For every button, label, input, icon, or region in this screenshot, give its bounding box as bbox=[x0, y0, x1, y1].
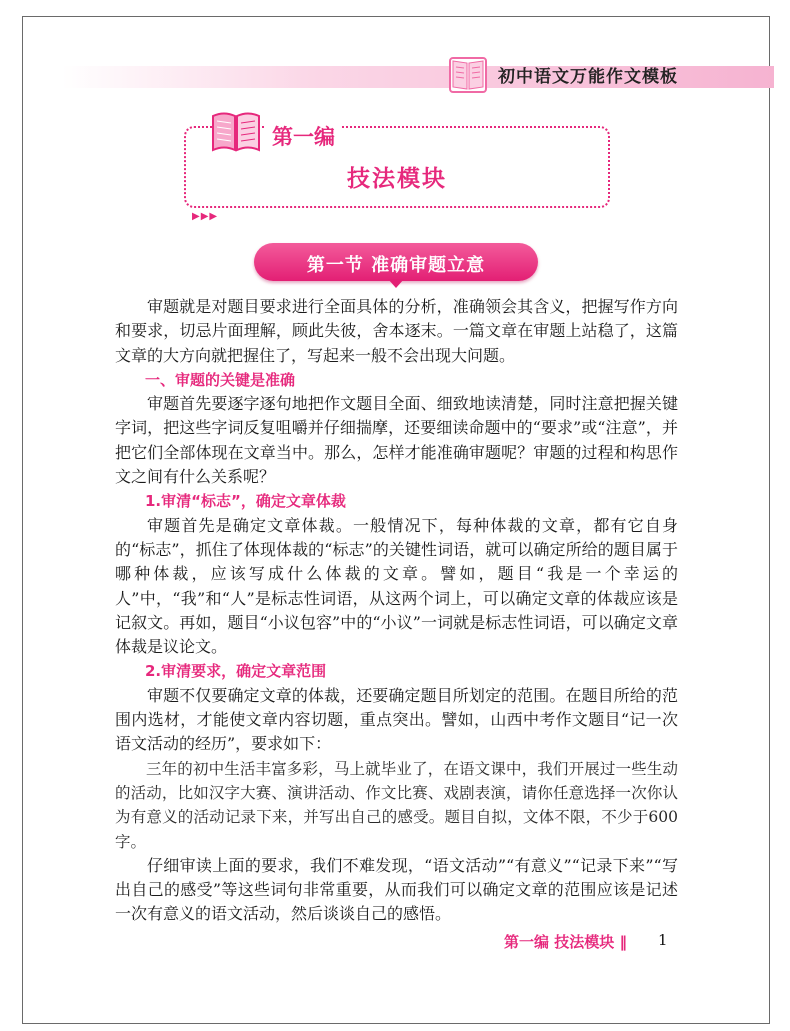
arrow-decoration: ▶▶▶ bbox=[192, 211, 219, 222]
heading-level-2: 1.审清“标志”，确定文章体裁 bbox=[145, 492, 346, 511]
section-title: 第一节 准确审题立意 bbox=[306, 255, 486, 276]
body-text bbox=[115, 295, 678, 927]
open-book-icon bbox=[210, 108, 262, 154]
page-number: 1 bbox=[658, 931, 668, 949]
heading-level-1: 一、审题的关键是准确 bbox=[145, 370, 296, 389]
paragraph: 审题不仅要确定文章的体裁，还要确定题目所划定的范围。在题目所给的范围内选材，才能使文章内容切题，重点突出。譬如，山西中考作文题目“记一次语文活动的经历”，要求如下： bbox=[115, 685, 678, 754]
paragraph: 审题首先要逐字逐句地把作文题目全面、细致地读清楚，同时注意把握关键字词，把这些字词反复咀嚼并仔细揣摩，还要细读命题中的“要求”或“注意”，并把它们全部体现在文章当中。那么，怎样才能准确审题呢？审题的过程和构思作文之间有什么关系呢？ bbox=[115, 394, 678, 487]
heading-level-2: 2.审清要求，确定文章范围 bbox=[145, 662, 327, 681]
book-icon bbox=[448, 52, 488, 94]
part-title: 技法模块 bbox=[347, 166, 447, 192]
header-title: 初中语文万能作文模板 bbox=[498, 67, 678, 87]
paragraph: 审题首先是确定文章体裁。一般情况下，每种体裁的文章，都有它自身的“标志”，抓住了体现体裁的“标志”的关键性词语，就可以确定所给的题目属于哪种体裁，应该写成什么体裁的文章。譬如，题目“我是一个幸运的人”中，“我”和“人”是标志性词语，从这两个词上，可以确定文章的体裁应该是记叙文。再如，题目“小议包容”中的“小议”一词就是标志性词语，可以确定文章体裁是议论文。 bbox=[115, 515, 678, 657]
paragraph: 审题就是对题目要求进行全面具体的分析，准确领会其含义，把握写作方向和要求，切忌片面理解，顾此失彼，舍本逐末。一篇文章在审题上站稳了，这篇文章的大方向就把握住了，写起来一般不会出现大问题。 bbox=[115, 297, 678, 365]
quoted-prompt: 三年的初中生活丰富多彩，马上就毕业了，在语文课中，我们开展过一些生动的活动，比如汉字大赛、演讲活动、作文比赛、戏剧表演，请你任意选择一次你认为有意义的活动记录下来，并写出自己的感受。题目自拟，文体不限，不少于600字。 bbox=[115, 759, 678, 851]
part-label: 第一编 bbox=[266, 121, 341, 151]
footer-section-label: 第一编 技法模块 ‖ bbox=[504, 933, 627, 951]
paragraph: 仔细审读上面的要求，我们不难发现，“语文活动”“有意义”“记录下来”“写出自己的感受”等这些词句非常重要，从而我们可以确定文章的范围应该是记述一次有意义的语文活动，然后谈谈自己的感悟。 bbox=[115, 855, 678, 924]
